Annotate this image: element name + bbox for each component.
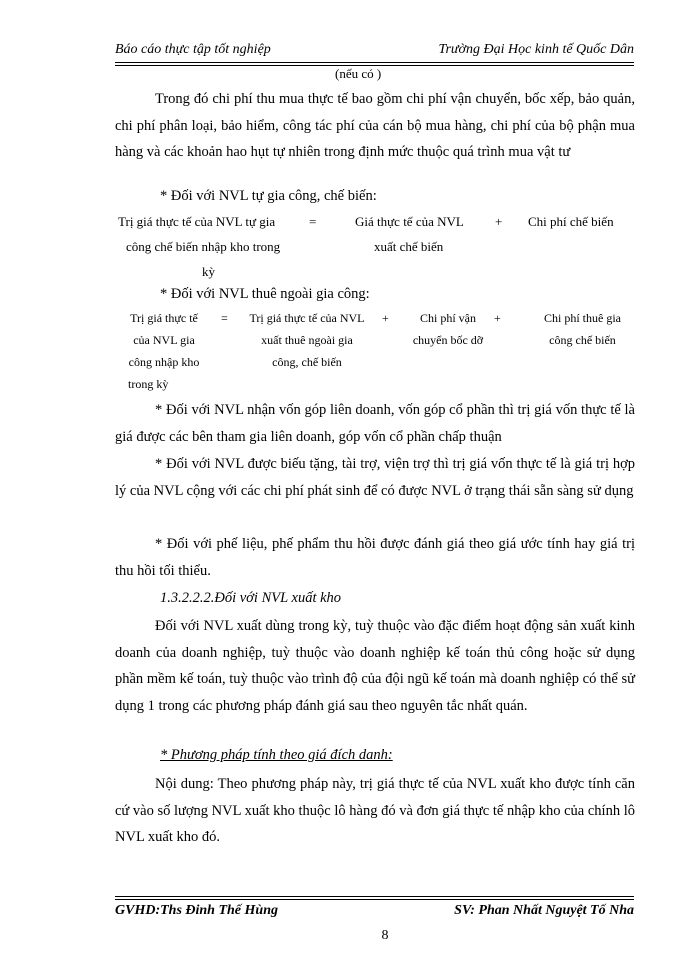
paragraph-donation: * Đối với NVL được biếu tặng, tài trợ, viện trợ thì trị giá vốn thực tế là giá trị hợp lý của NVL cộng với các chi phí phát sinh để có được NVL ở trạng thái sẵn sàng sử dụng bbox=[115, 456, 635, 499]
paragraph-purchase-cost: Trong đó chi phí thu mua thực tế bao gồm chi phí vận chuyển, bốc xếp, bảo quản, chi phí phân loại, bảo hiểm, công tác phí của cán bộ mua hàng, chi phí của bộ phận mua hàng và các khoản hao hụt tự nhiên trong định mức thuộc quá trình mua vật tư bbox=[115, 91, 635, 160]
f1-equals: = bbox=[309, 214, 317, 229]
f2-term3-line2: chuyển bốc dỡ bbox=[412, 333, 484, 347]
f1-term1-line1: Trị giá thực tế của NVL tự gia bbox=[118, 214, 276, 229]
section-heading: 1.3.2.2.2.Đối với NVL xuất kho bbox=[160, 590, 342, 606]
f2-plus-1: + bbox=[382, 311, 389, 325]
footer-left: GVHD:Ths Đinh Thế Hùng bbox=[115, 903, 278, 918]
header-left: Báo cáo thực tập tốt nghiệp bbox=[115, 42, 271, 57]
footer-rule-2 bbox=[115, 899, 634, 900]
case1-title: * Đối với NVL tự gia công, chế biến: bbox=[160, 188, 377, 204]
footer-rule bbox=[115, 896, 634, 897]
paragraph-scrap: * Đối với phế liệu, phế phẩm thu hồi được đánh giá theo giá ước tính hay giá trị thu hồi tối thiểu. bbox=[115, 536, 635, 579]
page-number: 8 bbox=[381, 928, 389, 943]
f2-term3-line1: Chi phí vận bbox=[420, 311, 476, 325]
f1-term2-line2: xuất chế biến bbox=[374, 239, 444, 254]
f2-term4-line2: công chế biến bbox=[549, 333, 616, 347]
paragraph-outbound: Đối với NVL xuất dùng trong kỳ, tuỳ thuộc vào đặc điểm hoạt động sản xuất kinh doanh của doanh nghiệp, tuỳ thuộc vào doanh nghiệp kế toán thủ công hoặc sử dụng phần mềm kế toán, tuỳ thuộc vào trình độ của đội ngũ kế toán mà doanh nghiệp có thể sử dụng 1 trong các phương pháp đánh giá sau theo nguyên tắc nhất quán. bbox=[115, 618, 635, 714]
f2-term1-line4: trong kỳ bbox=[128, 377, 169, 391]
footer-right: SV: Phan Nhất Nguyệt Tố Nha bbox=[454, 903, 634, 918]
note-top: (nếu có ) bbox=[335, 66, 382, 81]
f2-term4-line1: Chi phí thuê gia bbox=[544, 311, 621, 325]
case2-title: * Đối với NVL thuê ngoài gia công: bbox=[160, 286, 370, 302]
f2-term2-line3: công, chế biến bbox=[272, 355, 342, 369]
f2-plus-2: + bbox=[494, 311, 501, 325]
f1-term1-line2: công chế biến nhập kho trong bbox=[126, 239, 281, 254]
f2-term1-line2: của NVL gia bbox=[133, 333, 195, 347]
f1-plus: + bbox=[495, 214, 503, 229]
f2-term2-line2: xuất thuê ngoài gia bbox=[261, 333, 353, 347]
f1-term3-line1: Chi phí chế biến bbox=[528, 214, 614, 229]
method-heading: * Phương pháp tính theo giá đích danh: bbox=[160, 747, 393, 763]
f1-term2-line1: Giá thực tế của NVL bbox=[355, 214, 464, 229]
f1-term1-line3: kỳ bbox=[202, 264, 215, 279]
header-rule bbox=[115, 62, 634, 63]
paragraph-content: Nội dung: Theo phương pháp này, trị giá thực tế của NVL xuất kho được tính căn cứ vào số lượng NVL xuất kho thuộc lô hàng đó và đơn giá thực tế nhập kho của chính lô NVL xuất kho đó. bbox=[115, 776, 635, 845]
f2-term1-line3: công nhập kho bbox=[128, 355, 200, 369]
f2-term2-line1: Trị giá thực tế của NVL bbox=[249, 311, 365, 325]
header-right: Trường Đại Học kinh tế Quốc Dân bbox=[438, 42, 634, 57]
f2-term1-line1: Trị giá thực tế bbox=[130, 311, 198, 325]
f2-equals: = bbox=[221, 311, 228, 325]
paragraph-joint-venture: * Đối với NVL nhận vốn góp liên doanh, vốn góp cổ phần thì trị giá vốn thực tế là giá được các bên tham gia liên doanh, góp vốn cổ phần chấp thuận bbox=[115, 402, 635, 445]
